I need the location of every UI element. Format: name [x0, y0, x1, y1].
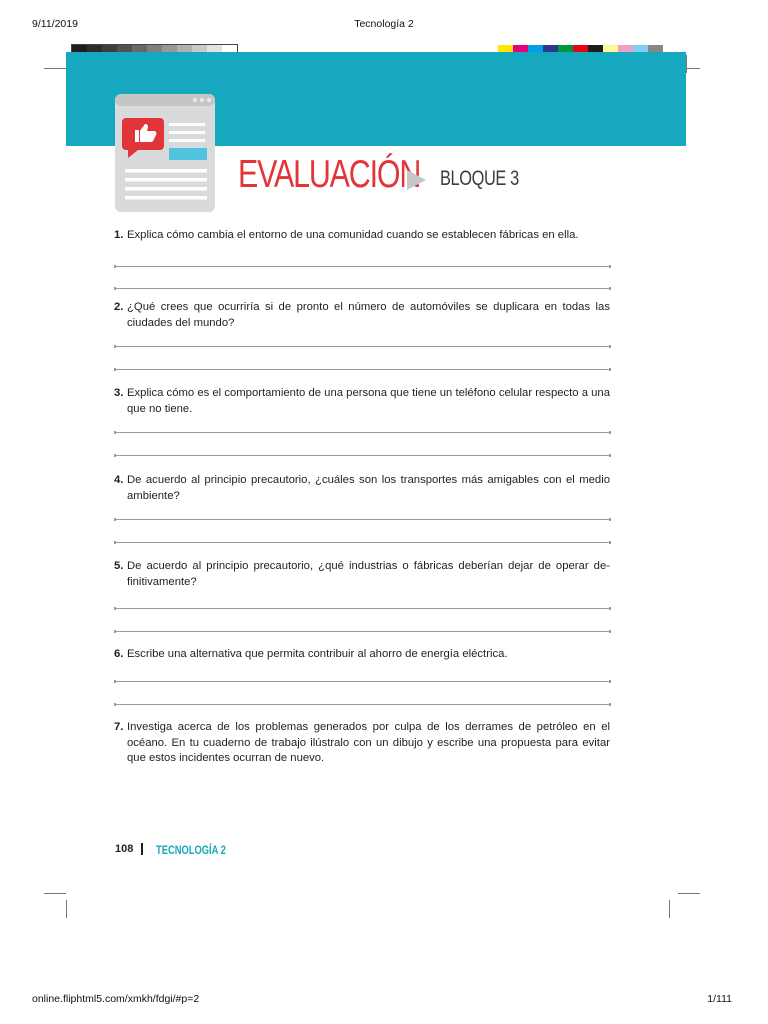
print-date: 9/11/2019	[32, 18, 78, 30]
answer-line[interactable]	[114, 704, 611, 705]
question-7	[114, 720, 610, 767]
play-arrow-icon	[407, 170, 426, 190]
question-3	[114, 386, 610, 417]
crop-mark	[44, 893, 66, 894]
question-text: Investiga acerca de los problemas generados por culpa de los derrames de petróleo en el océano. En tu cuaderno de trabajo ilústralo con un dibujo y escribe una propuesta para evitar que estos incidentes ocurran de nuevo.	[127, 721, 610, 764]
footer-subject: TECNOLOGÍA 2	[156, 843, 226, 857]
web-page-like-icon	[115, 94, 215, 212]
crop-mark	[686, 55, 687, 73]
answer-line[interactable]	[114, 542, 611, 543]
question-number: 6.	[114, 648, 124, 660]
question-number: 2.	[114, 301, 124, 313]
question-text: Escribe una alternativa que permita contribuir al ahorro de energía eléctrica.	[127, 648, 508, 660]
crop-mark	[66, 900, 67, 918]
question-text: De acuerdo al principio precautorio, ¿cuáles son los transportes más amigables con el medio ambiente?	[127, 474, 610, 502]
question-text: Explica cómo cambia el entorno de una comunidad cuando se establecen fábricas en ella.	[127, 229, 579, 241]
print-header	[0, 18, 768, 32]
answer-line[interactable]	[114, 369, 611, 370]
answer-line[interactable]	[114, 681, 611, 682]
answer-line[interactable]	[114, 455, 611, 456]
answer-line[interactable]	[114, 266, 611, 267]
question-number: 3.	[114, 387, 124, 399]
print-title: Tecnología 2	[354, 18, 414, 30]
crop-mark	[678, 893, 700, 894]
print-page-indicator: 1/111	[707, 993, 732, 1005]
question-1	[114, 228, 610, 244]
answer-line[interactable]	[114, 288, 611, 289]
question-number: 1.	[114, 229, 124, 241]
footer-divider	[141, 843, 143, 855]
question-text: Explica cómo es el comportamiento de una persona que tiene un teléfono celular respecto a una que no tiene.	[127, 387, 610, 415]
question-text: ¿Qué crees que ocurriría si de pronto el número de automóviles se duplicara en todas las ciudades del mundo?	[127, 301, 610, 329]
question-number: 5.	[114, 560, 124, 572]
question-2	[114, 300, 610, 331]
question-6	[114, 647, 610, 663]
question-text: De acuerdo al principio precautorio, ¿qué industrias o fábricas deberían dejar de operar definitivamente?	[127, 560, 610, 588]
question-number: 7.	[114, 721, 124, 733]
answer-line[interactable]	[114, 608, 611, 609]
evaluation-title: EVALUACIÓN	[238, 153, 421, 196]
question-number: 4.	[114, 474, 124, 486]
block-subtitle: BLOQUE 3	[440, 167, 519, 190]
crop-mark	[44, 68, 66, 69]
question-5	[114, 559, 610, 590]
page-number: 108	[115, 843, 134, 855]
answer-line[interactable]	[114, 432, 611, 433]
crop-mark	[669, 900, 670, 918]
print-url: online.fliphtml5.com/xmkh/fdgi/#p=2	[32, 993, 200, 1005]
answer-line[interactable]	[114, 631, 611, 632]
answer-line[interactable]	[114, 346, 611, 347]
answer-line[interactable]	[114, 519, 611, 520]
question-4	[114, 473, 610, 504]
